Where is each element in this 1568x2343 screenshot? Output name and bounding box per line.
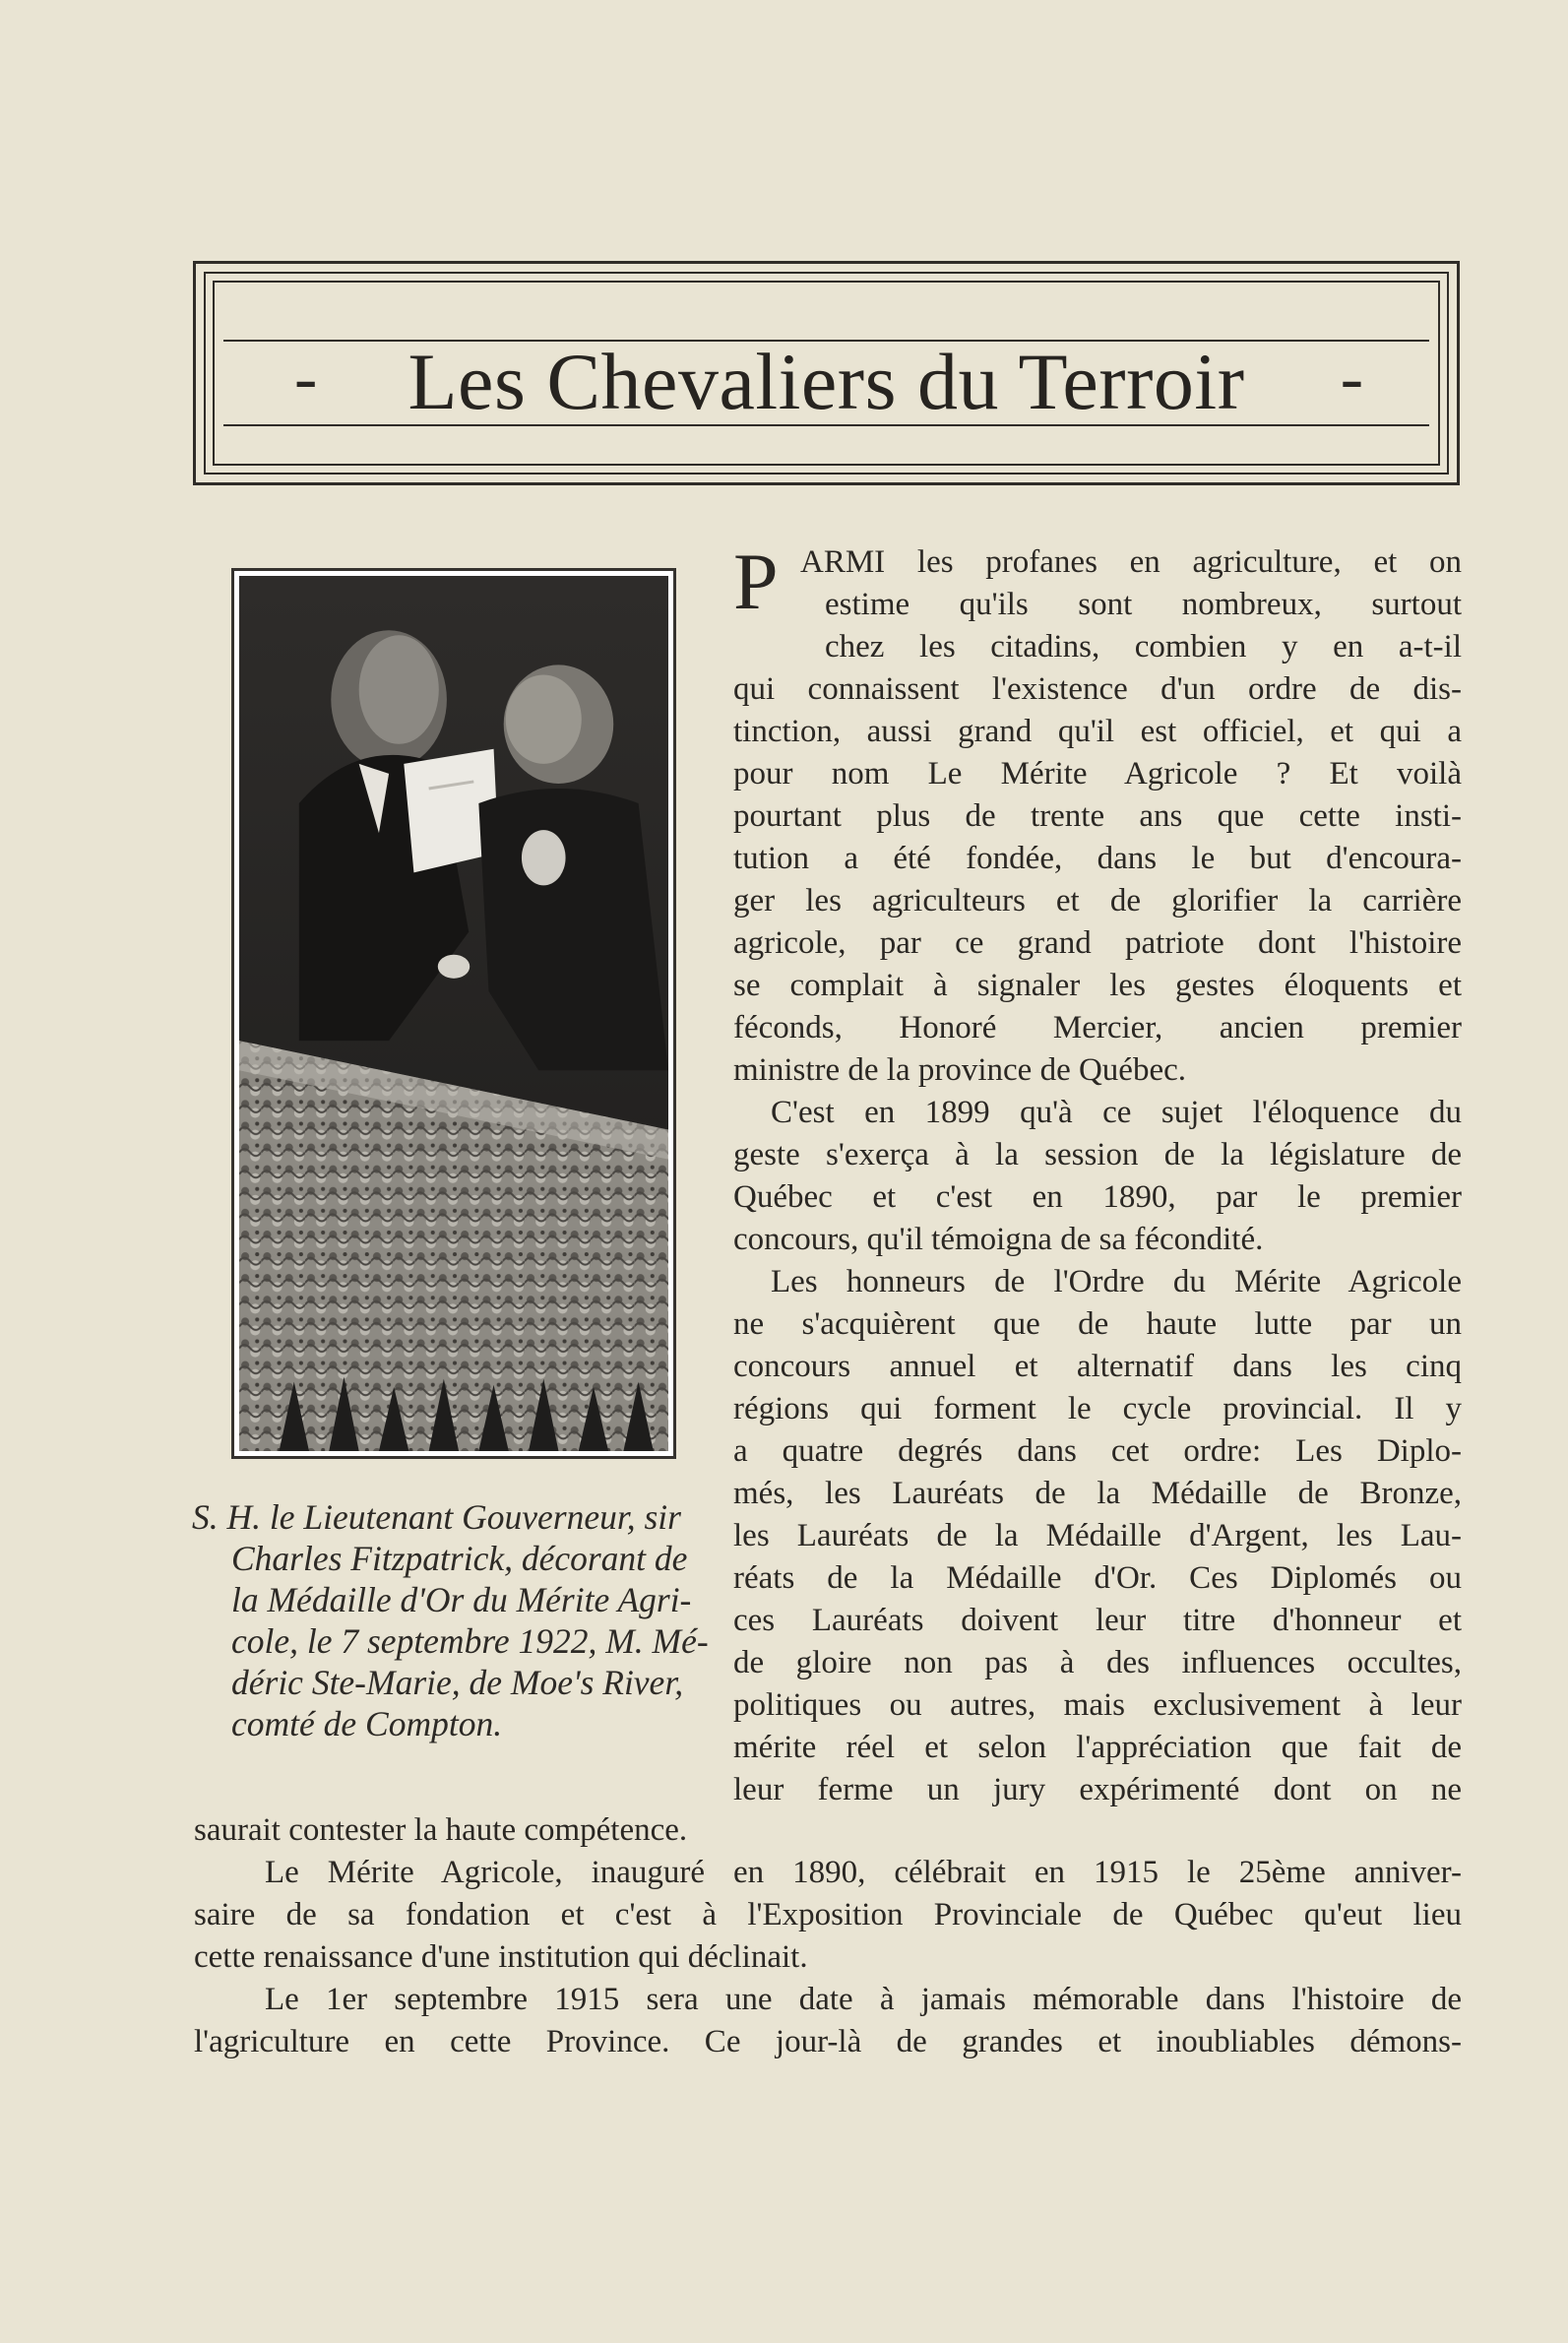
ceremony-photograph [231, 568, 676, 1459]
text-line: chez les citadins, combien y en a-t-il [825, 629, 1462, 665]
text-line: geste s'exerça à la session de la législature de [733, 1137, 1462, 1172]
article-column [733, 537, 1462, 1811]
text-line: réats de la Médaille d'Or. Ces Diplomés ou [733, 1560, 1462, 1596]
page-title: Les Chevaliers du Terroir [408, 337, 1245, 426]
caption-line: S. H. le Lieutenant Gouverneur, sir [192, 1497, 681, 1537]
text-line: les Lauréats de la Médaille d'Argent, les Lau- [733, 1518, 1462, 1553]
text-line: leur ferme un jury expérimenté dont on ne [733, 1772, 1462, 1807]
photo-caption [192, 1496, 728, 1744]
text-line: Québec et c'est en 1890, par le premier [733, 1179, 1462, 1215]
text-line: politiques ou autres, mais exclusivement à leur [733, 1687, 1462, 1723]
text-line: tution a été fondée, dans le but d'encoura- [733, 841, 1462, 876]
text-line: estime qu'ils sont nombreux, surtout [825, 587, 1462, 622]
text-line: saire de sa fondation et c'est à l'Exposition Provinciale de Québec qu'eut lieu [194, 1897, 1462, 1932]
text-line: Le 1er septembre 1915 sera une date à jamais mémorable dans l'histoire de [265, 1982, 1462, 2017]
caption-line: la Médaille d'Or du Mérite Agri- [231, 1580, 692, 1619]
text-line: se complait à signaler les gestes éloquents et [733, 968, 1462, 1003]
drop-cap: P [733, 537, 779, 626]
caption-line: cole, le 7 septembre 1922, M. Mé- [231, 1621, 709, 1661]
article-continuation [194, 1809, 1462, 2063]
text-line: C'est en 1899 qu'à ce sujet l'éloquence du [771, 1095, 1462, 1130]
text-line: tinction, aussi grand qu'il est officiel, et qui a [733, 714, 1462, 749]
text-line: l'agriculture en cette Province. Ce jour-là de grandes et inoubliables démons- [194, 2024, 1462, 2059]
text-line: més, les Lauréats de la Médaille de Bronze, [733, 1476, 1462, 1511]
photograph-ceremony-icon [239, 576, 668, 1451]
caption-line: Charles Fitzpatrick, décorant de [231, 1539, 688, 1578]
text-line: pourtant plus de trente ans que cette insti- [733, 798, 1462, 834]
title-dash-right: - [1340, 341, 1363, 416]
title-frame [193, 261, 1460, 485]
text-line: ARMI les profanes en agriculture, et on [800, 544, 1462, 580]
text-line: régions qui forment le cycle provincial. Il y [733, 1391, 1462, 1426]
text-line: concours, qu'il témoigna de sa fécondité. [733, 1222, 1264, 1257]
text-line: qui connaissent l'existence d'un ordre de dis- [733, 671, 1462, 707]
text-line: ces Lauréats doivent leur titre d'honneur et [733, 1603, 1462, 1638]
text-line: saurait contester la haute compétence. [194, 1812, 688, 1848]
text-line: a quatre degrés dans cet ordre: Les Diplo- [733, 1433, 1462, 1469]
text-line: Les honneurs de l'Ordre du Mérite Agricole [771, 1264, 1462, 1299]
text-line: mérite réel et selon l'appréciation que fait de [733, 1730, 1462, 1765]
text-line: Le Mérite Agricole, inauguré en 1890, célébrait en 1915 le 25ème anniver- [265, 1855, 1462, 1890]
text-line: agricole, par ce grand patriote dont l'histoire [733, 925, 1462, 961]
text-line: cette renaissance d'une institution qui déclinait. [194, 1939, 808, 1975]
text-line: concours annuel et alternatif dans les cinq [733, 1349, 1462, 1384]
text-line: pour nom Le Mérite Agricole ? Et voilà [733, 756, 1462, 792]
text-line: ger les agriculteurs et de glorifier la carrière [733, 883, 1462, 918]
text-line: féconds, Honoré Mercier, ancien premier [733, 1010, 1462, 1045]
caption-line: comté de Compton. [231, 1704, 503, 1743]
text-line: ne s'acquièrent que de haute lutte par un [733, 1306, 1462, 1342]
text-line: de gloire non pas à des influences occultes, [733, 1645, 1462, 1680]
text-line: ministre de la province de Québec. [733, 1052, 1186, 1088]
caption-line: déric Ste-Marie, de Moe's River, [231, 1663, 684, 1702]
title-dash-left: - [294, 341, 318, 416]
